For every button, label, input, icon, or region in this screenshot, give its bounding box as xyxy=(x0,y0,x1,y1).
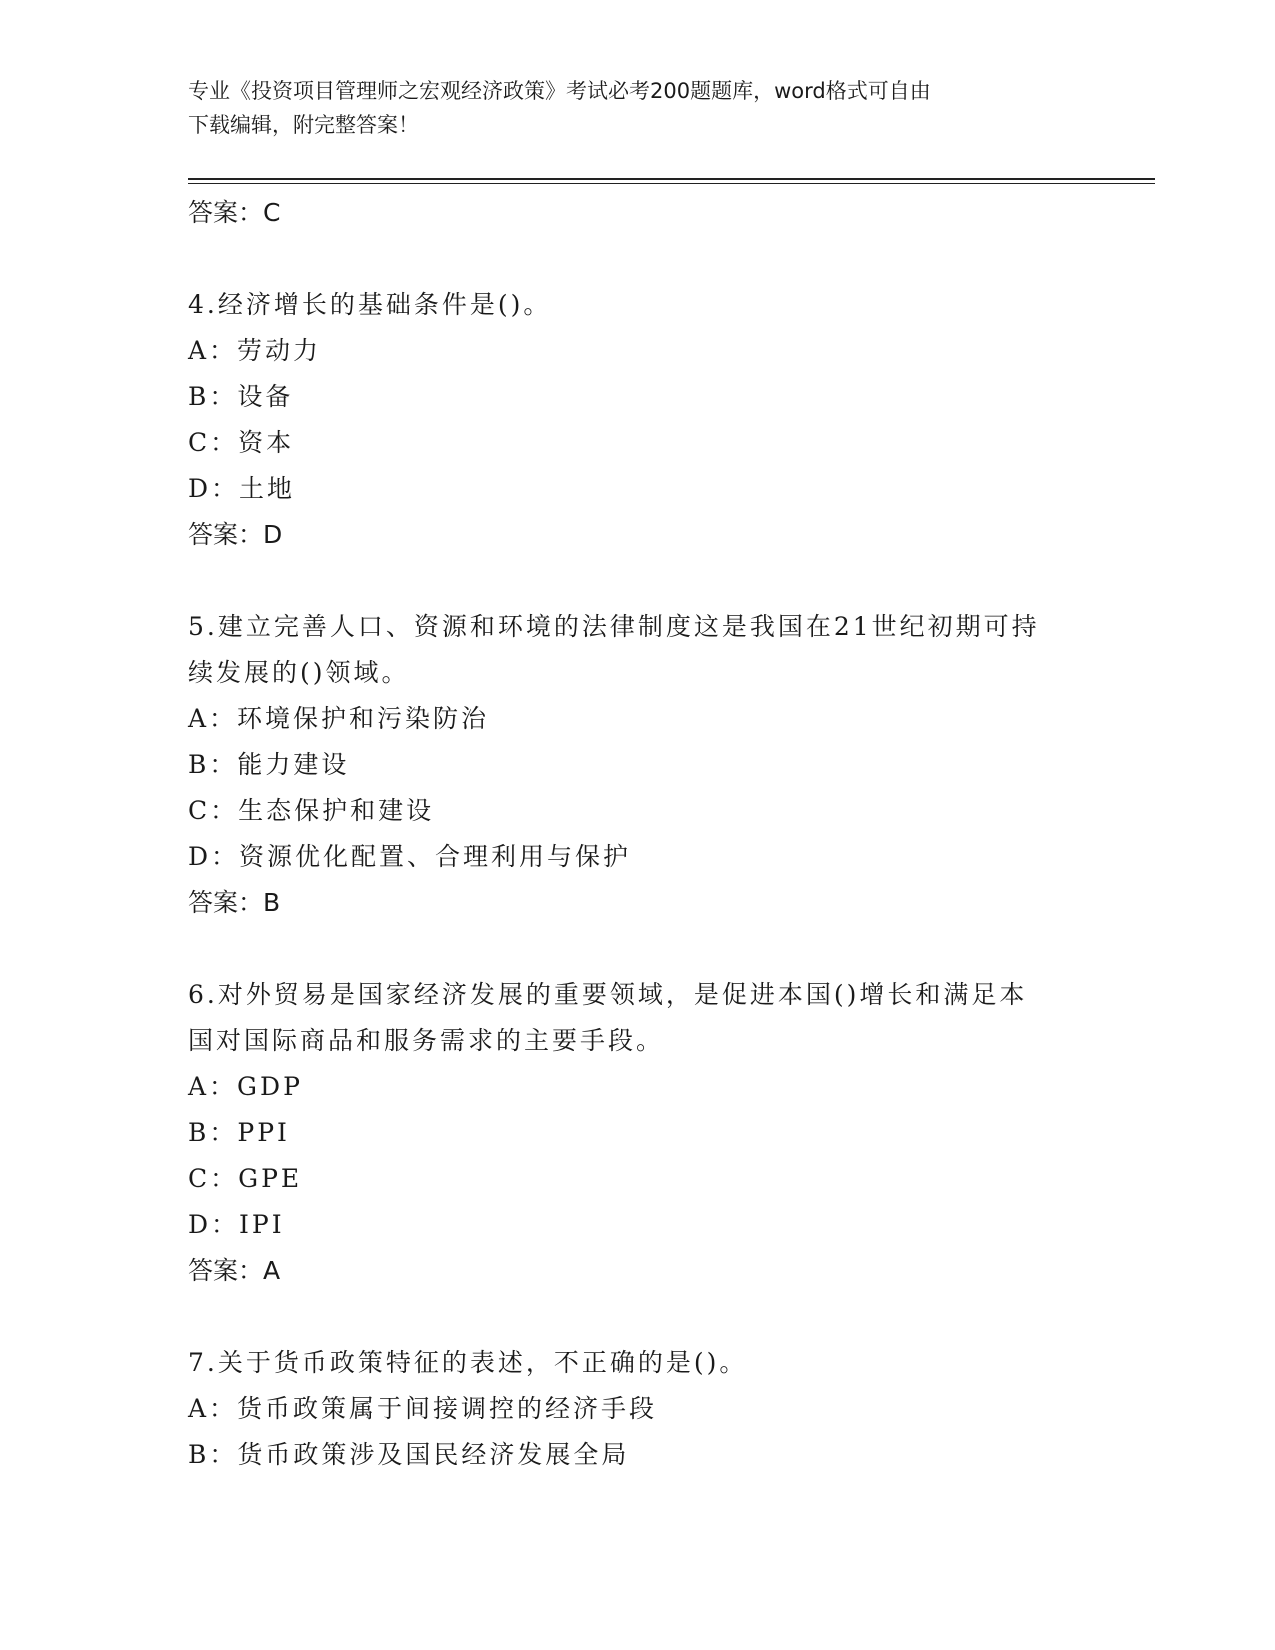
option-d: D：IPI xyxy=(188,1210,285,1239)
option-d: D：土地 xyxy=(188,474,296,503)
option-a: A：货币政策属于间接调控的经济手段 xyxy=(188,1394,658,1423)
option-b: B：PPI xyxy=(188,1118,290,1147)
option-c: C：资本 xyxy=(188,428,295,457)
document-header xyxy=(188,74,1088,142)
question-5 xyxy=(188,604,1088,926)
question-text-continued: 国对国际商品和服务需求的主要手段。 xyxy=(188,1026,665,1055)
question-text: 6.对外贸易是国家经济发展的重要领域，是促进本国()增长和满足本 xyxy=(188,980,1028,1009)
header-divider-thin xyxy=(188,183,1155,184)
option-c: C：GPE xyxy=(188,1164,303,1193)
spacer xyxy=(188,558,1088,604)
answer: 答案：B xyxy=(188,888,281,917)
question-list xyxy=(188,190,1088,1478)
spacer xyxy=(188,1294,1088,1340)
spacer xyxy=(188,236,1088,282)
option-a: A：GDP xyxy=(188,1072,303,1101)
header-divider-thick xyxy=(188,178,1155,180)
question-4 xyxy=(188,282,1088,558)
option-d: D：资源优化配置、合理利用与保护 xyxy=(188,842,632,871)
question-text-continued: 续发展的()领域。 xyxy=(188,658,410,687)
answer: 答案：A xyxy=(188,1256,281,1285)
question-7 xyxy=(188,1340,1088,1478)
question-text: 7.关于货币政策特征的表述，不正确的是()。 xyxy=(188,1348,748,1377)
option-a: A：劳动力 xyxy=(188,336,322,365)
header-line-2: 下载编辑，附完整答案！ xyxy=(188,113,419,137)
previous-answer: 答案：C xyxy=(188,198,281,227)
option-b: B：设备 xyxy=(188,382,294,411)
option-b: B：能力建设 xyxy=(188,750,350,779)
answer: 答案：D xyxy=(188,520,283,549)
header-line-1: 专业《投资项目管理师之宏观经济政策》考试必考200题题库，word格式可自由 xyxy=(188,79,931,103)
question-text: 5.建立完善人口、资源和环境的法律制度这是我国在21世纪初期可持 xyxy=(188,612,1040,641)
option-c: C：生态保护和建设 xyxy=(188,796,435,825)
question-text: 4.经济增长的基础条件是()。 xyxy=(188,290,552,319)
option-a: A：环境保护和污染防治 xyxy=(188,704,490,733)
spacer xyxy=(188,926,1088,972)
option-b: B：货币政策涉及国民经济发展全局 xyxy=(188,1440,630,1469)
question-6 xyxy=(188,972,1088,1294)
